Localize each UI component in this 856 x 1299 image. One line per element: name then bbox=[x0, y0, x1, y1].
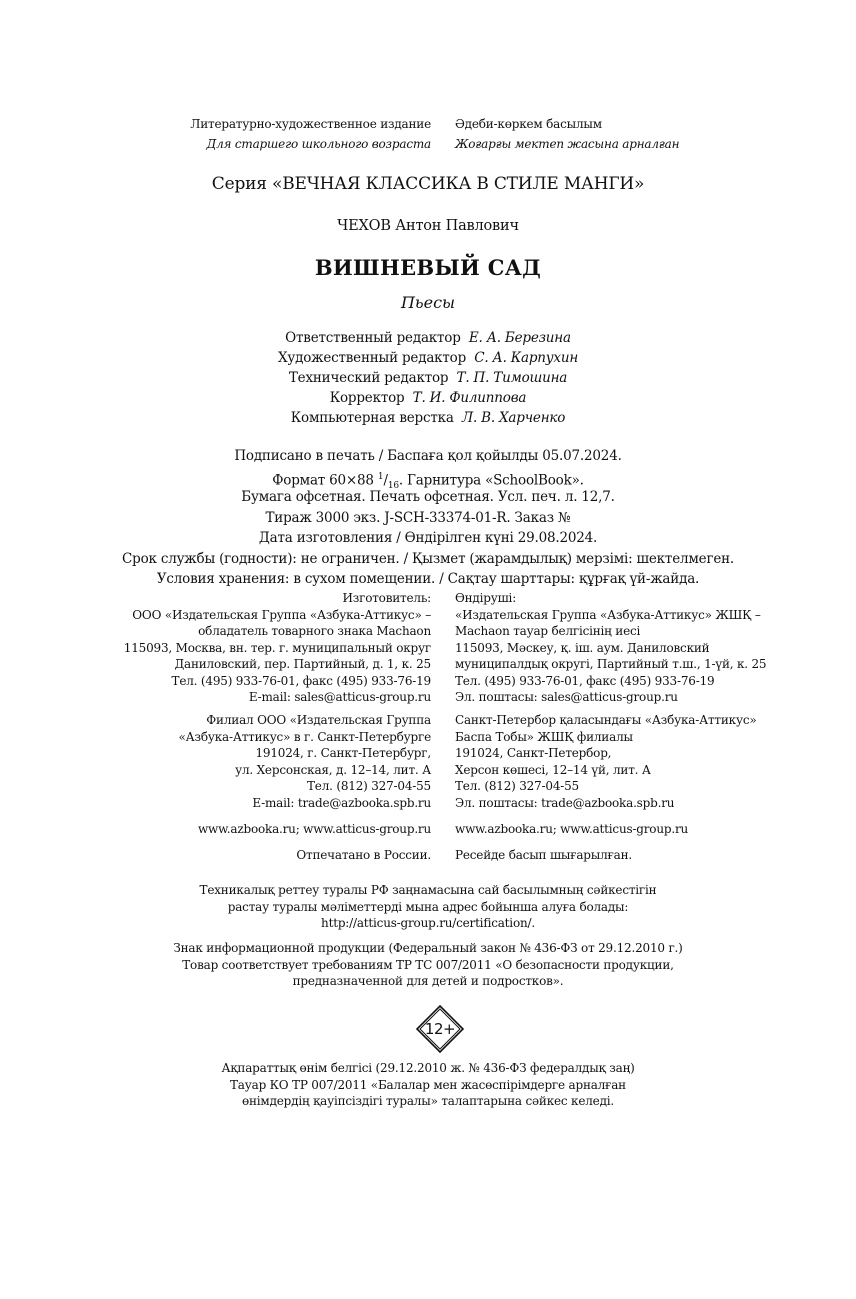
branch-left-line: «Азбука-Аттикус» в г. Санкт-Петербурге bbox=[178, 729, 431, 744]
kz-info-line: Ақпараттық өнім белгісі (29.12.2010 ж. № 436-ФЗ федералдық заң) bbox=[221, 1061, 635, 1075]
info-sign-line: предназначенной для детей и подростков». bbox=[292, 974, 564, 988]
manufacturer-right-line: Эл. поштасы: sales@atticus-group.ru bbox=[455, 690, 678, 704]
header-right-line1: Әдеби-көркем басылым bbox=[455, 117, 602, 131]
imprint-circulation: Тираж 3000 экз. J-SCH-33374-01-R. Заказ № bbox=[265, 509, 571, 526]
branch-left bbox=[178, 712, 431, 811]
website-left[interactable]: www.azbooka.ru; www.atticus-group.ru bbox=[197, 822, 431, 836]
branch-right-line: Эл. поштасы: trade@azbooka.spb.ru bbox=[455, 795, 675, 810]
certification-line[interactable]: http://atticus-group.ru/certification/. bbox=[321, 916, 535, 930]
printed-left: Отпечатано в России. bbox=[296, 848, 431, 862]
info-sign bbox=[0, 940, 856, 990]
manufacturer-left-line: Тел. (495) 933-76-01, факс (495) 933-76-19 bbox=[171, 673, 431, 688]
imprint-format: Формат 60×88 $^1/_{16}$. Гарнитура «SchoolBook». bbox=[272, 471, 584, 491]
header-right-line2: Жоғарғы мектеп жасына арналған bbox=[455, 137, 680, 151]
kz-info bbox=[0, 1060, 856, 1110]
credit-role: Технический редактор bbox=[288, 370, 449, 386]
credit-name: Л. В. Харченко bbox=[461, 410, 566, 426]
branch-left-line: ул. Херсонская, д. 12–14, лит. А bbox=[235, 762, 431, 777]
imprint-manufactured: Дата изготовления / Өндірілген күні 29.08.2024. bbox=[258, 530, 598, 546]
header-left-line1: Литературно-художественное издание bbox=[190, 117, 431, 131]
certification-line: растау туралы мәліметтерді мына адрес бойынша алуға болады: bbox=[227, 899, 629, 914]
manufacturer-right-line: Machaon тауар белгісінің иесі bbox=[455, 624, 641, 638]
series-title: Серия «ВЕЧНАЯ КЛАССИКА В СТИЛЕ МАНГИ» bbox=[211, 174, 645, 194]
format-num: 1 bbox=[377, 471, 384, 482]
manufacturer-left bbox=[124, 590, 431, 706]
manufacturer-right bbox=[455, 590, 766, 706]
format-rest: . Гарнитура «SchoolBook». bbox=[398, 472, 584, 488]
credit-line bbox=[0, 370, 856, 387]
credit-name: Е. А. Березина bbox=[468, 330, 571, 346]
format-den: 16 bbox=[387, 480, 399, 491]
imprint-service-life: Срок службы (годности): не ограничен. / Қызмет (жарамдылық) мерзімі: шектелмеген. bbox=[122, 550, 734, 567]
info-sign-line: Товар соответствует требованиям ТР ТС 007/2011 «О безопасности продукции, bbox=[182, 957, 674, 972]
branch-right-line: Баспа Тобы» ЖШҚ филиалы bbox=[455, 729, 633, 744]
kz-info-line: Тауар КО ТР 007/2011 «Балалар мен жасөспірімдерге арналған bbox=[230, 1077, 626, 1092]
credit-role: Художественный редактор bbox=[277, 350, 467, 366]
imprint bbox=[0, 446, 856, 590]
imprint-paper: Бумага офсетная. Печать офсетная. Усл. печ. л. 12,7. bbox=[241, 489, 615, 505]
branch-left-line: 191024, г. Санкт-Петербург, bbox=[255, 746, 431, 760]
manufacturer-left-line: Даниловский, пер. Партийный, д. 1, к. 25 bbox=[174, 657, 431, 671]
credit-role: Корректор bbox=[329, 390, 405, 406]
manufacturer-left-line: Изготовитель: bbox=[342, 591, 431, 605]
branch-right-line: Херсон көшесі, 12–14 үй, лит. А bbox=[455, 762, 651, 777]
book-subtitle: Пьесы bbox=[400, 293, 456, 312]
info-sign-line: Знак информационной продукции (Федеральный закон № 436-ФЗ от 29.12.2010 г.) bbox=[173, 941, 683, 955]
manufacturer-right-line: «Издательская Группа «Азбука-Аттикус» ЖШҚ – bbox=[455, 607, 761, 622]
manufacturer-left-line: ООО «Издательская Группа «Азбука-Аттикус» – bbox=[132, 607, 431, 622]
branch-right-line: 191024, Санкт-Петербор, bbox=[455, 746, 612, 760]
header-left-line2: Для старшего школьного возраста bbox=[206, 137, 431, 151]
age-rating-badge bbox=[416, 1005, 464, 1053]
credit-name: Т. П. Тимошина bbox=[456, 370, 568, 386]
imprint-signed: Подписано в печать / Баспаға қол қойылды 05.07.2024. bbox=[234, 448, 622, 464]
branch-left-line: E-mail: trade@azbooka.spb.ru bbox=[252, 795, 431, 810]
website-right[interactable]: www.azbooka.ru; www.atticus-group.ru bbox=[455, 822, 689, 836]
credit-line bbox=[0, 350, 856, 367]
credit-role: Компьютерная верстка bbox=[290, 410, 454, 426]
branch-left-line: Филиал ООО «Издательская Группа bbox=[206, 713, 431, 727]
book-title: ВИШНЕВЫЙ САД bbox=[314, 255, 542, 280]
credit-line bbox=[0, 410, 856, 427]
credits bbox=[0, 330, 856, 427]
branch-right-line: Санкт-Петербор қаласындағы «Азбука-Аттикус» bbox=[455, 713, 757, 727]
kz-info-line: өнімдердің қауіпсіздігі туралы» талаптарына сәйкес келеді. bbox=[241, 1094, 615, 1108]
manufacturer-right-line: Өндіруші: bbox=[455, 591, 517, 605]
credit-role: Ответственный редактор bbox=[285, 330, 461, 346]
branch-right-line: Тел. (812) 327-04-55 bbox=[455, 779, 579, 793]
manufacturer-right-line: муниципалдық округі, Партийный т.ш., 1-үй, к. 25 bbox=[455, 657, 767, 671]
age-rating-label: 12+ bbox=[424, 1020, 456, 1038]
credit-line bbox=[0, 330, 856, 347]
manufacturer-left-line: E-mail: sales@atticus-group.ru bbox=[248, 690, 431, 704]
certification-line: Техникалық реттеу туралы РФ заңнамасына сай басылымның сәйкестігін bbox=[199, 883, 657, 897]
author: ЧЕХОВ Антон Павлович bbox=[337, 218, 519, 234]
manufacturer-right-line: 115093, Мәскеу, қ. іш. аум. Даниловский bbox=[455, 640, 710, 655]
manufacturer-right-line: Тел. (495) 933-76-01, факс (495) 933-76-19 bbox=[455, 673, 715, 688]
manufacturer-left-line: обладатель товарного знака Machaon bbox=[198, 624, 431, 638]
credit-name: Т. И. Филиппова bbox=[412, 390, 527, 406]
format-main: Формат 60×88 bbox=[272, 472, 374, 488]
branch-right bbox=[455, 712, 756, 811]
imprint-storage: Условия хранения: в сухом помещении. / Сақтау шарттары: құрғақ үй-жайда. bbox=[156, 571, 700, 587]
manufacturer-left-line: 115093, Москва, вн. тер. г. муниципальный округ bbox=[123, 640, 431, 655]
branch-left-line: Тел. (812) 327-04-55 bbox=[307, 779, 431, 793]
credit-line bbox=[0, 390, 856, 407]
printed-right: Ресейде басып шығарылған. bbox=[455, 848, 633, 862]
certification bbox=[0, 882, 856, 932]
credit-name: С. А. Карпухин bbox=[474, 350, 579, 366]
